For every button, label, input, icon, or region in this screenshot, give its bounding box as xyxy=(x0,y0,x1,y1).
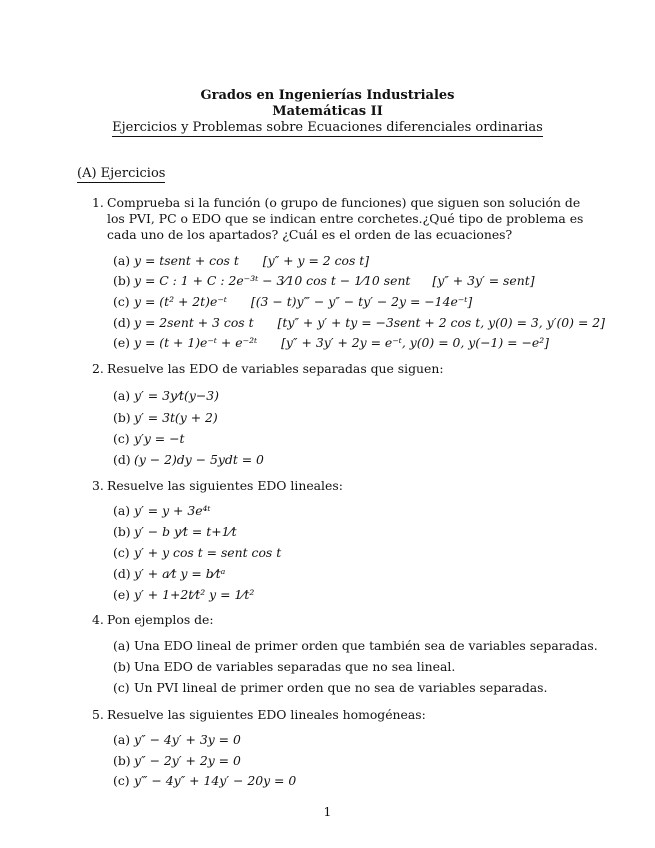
problem-5 xyxy=(92,707,598,723)
header-subtitle xyxy=(0,120,655,135)
item-text: Una EDO de variables separadas que no sea lineal. xyxy=(134,659,456,674)
item-bracket: [y″ + 3y′ + 2y = e⁻ᵗ, y(0) = 0, y(−1) = −e²] xyxy=(281,335,549,350)
item-text: Una EDO lineal de primer orden que también sea de variables separadas. xyxy=(134,638,598,653)
list-item xyxy=(113,732,241,747)
problem-number: 3. xyxy=(92,478,104,493)
list-item xyxy=(113,253,369,268)
item-label: (e) xyxy=(113,335,131,350)
item-expression: y′ = 3t(y + 2) xyxy=(134,410,218,425)
problem-4 xyxy=(92,612,598,628)
item-label: (a) xyxy=(113,732,131,747)
list-item xyxy=(113,388,219,403)
item-label: (c) xyxy=(113,294,130,309)
list-item xyxy=(113,753,241,768)
page-number: 1 xyxy=(323,804,332,819)
item-label: (b) xyxy=(113,410,131,425)
list-item xyxy=(113,587,254,602)
list-item xyxy=(113,315,605,330)
list-item xyxy=(113,503,211,518)
problem-1 xyxy=(92,195,598,243)
item-label: (b) xyxy=(113,273,131,288)
problem-number: 2. xyxy=(92,361,104,376)
item-expression: (y − 2)dy − 5ydt = 0 xyxy=(134,452,264,467)
item-label: (d) xyxy=(113,452,131,467)
item-bracket: [(3 − t)y‴ − y″ − ty′ − 2y = −14e⁻ᵗ] xyxy=(250,294,473,309)
item-label: (a) xyxy=(113,503,131,518)
header-course: Matemáticas II xyxy=(272,104,383,119)
section-title-text: (A) Ejercicios xyxy=(77,166,166,181)
item-label: (a) xyxy=(113,253,131,268)
item-expression: y = (t + 1)e⁻ᵗ + e⁻²ᵗ xyxy=(134,335,258,350)
item-expression: y′ = y + 3e⁴ᵗ xyxy=(134,503,211,518)
list-item xyxy=(113,410,218,425)
item-label: (c) xyxy=(113,773,130,788)
list-item xyxy=(113,294,472,309)
problem-statement: Comprueba si la función (o grupo de funciones) que siguen son solución de los PVI, PC o EDO que se indican entre corchetes.¿Qué tipo de problema es cada uno de los apartados? ¿Cuál es el orden de las ecuaciones? xyxy=(107,195,584,242)
list-item xyxy=(113,452,264,467)
problem-number: 5. xyxy=(92,707,104,722)
problem-number: 1. xyxy=(92,195,104,210)
list-item xyxy=(113,335,549,350)
item-label: (b) xyxy=(113,524,131,539)
item-expression: y′ = 3y⁄t(y−3) xyxy=(134,388,219,403)
item-label: (d) xyxy=(113,566,131,581)
item-label: (c) xyxy=(113,431,130,446)
list-item xyxy=(113,524,237,539)
item-expression: y′ − b y⁄t = t+1⁄t xyxy=(134,524,237,539)
item-expression: y′ + a⁄t y = b⁄tᵃ xyxy=(134,566,226,581)
list-item xyxy=(113,680,547,695)
item-label: (b) xyxy=(113,659,131,674)
item-text: Un PVI lineal de primer orden que no sea de variables separadas. xyxy=(134,680,548,695)
problem-2 xyxy=(92,361,598,377)
item-label: (e) xyxy=(113,587,131,602)
item-label: (c) xyxy=(113,680,130,695)
list-item xyxy=(113,773,296,788)
item-expression: y′y = −t xyxy=(134,431,185,446)
item-expression: y‴ − 4y″ + 14y′ − 20y = 0 xyxy=(134,773,297,788)
list-item xyxy=(113,659,455,674)
item-label: (c) xyxy=(113,545,130,560)
item-expression: y″ − 2y′ + 2y = 0 xyxy=(134,753,241,768)
problem-number: 4. xyxy=(92,612,104,627)
list-item xyxy=(113,545,281,560)
list-item xyxy=(113,638,598,653)
problem-statement: Resuelve las EDO de variables separadas que siguen: xyxy=(107,361,444,376)
item-label: (a) xyxy=(113,638,131,653)
item-bracket: [y″ + y = 2 cos t] xyxy=(262,253,370,268)
item-expression: y = C : 1 + C : 2e⁻³ᵗ − 3⁄10 cos t − 1⁄10 sent xyxy=(134,273,411,288)
problem-statement: Resuelve las siguientes EDO lineales homogéneas: xyxy=(107,707,426,722)
list-item xyxy=(113,566,225,581)
list-item xyxy=(113,431,184,446)
item-bracket: [y″ + 3y′ = sent] xyxy=(432,273,535,288)
header-degree: Grados en Ingenierías Industriales xyxy=(200,88,455,103)
item-label: (a) xyxy=(113,388,131,403)
problem-statement: Resuelve las siguientes EDO lineales: xyxy=(107,478,343,493)
item-expression: y = 2sent + 3 cos t xyxy=(134,315,254,330)
problem-3 xyxy=(92,478,598,494)
item-expression: y′ + y cos t = sent cos t xyxy=(134,545,282,560)
problem-statement: Pon ejemplos de: xyxy=(107,612,214,627)
item-expression: y = (t² + 2t)e⁻ᵗ xyxy=(134,294,227,309)
section-title xyxy=(77,166,165,181)
header-subtitle-text: Ejercicios y Problemas sobre Ecuaciones diferenciales ordinarias xyxy=(112,120,543,135)
item-label: (d) xyxy=(113,315,131,330)
item-label: (b) xyxy=(113,753,131,768)
list-item xyxy=(113,273,535,288)
item-expression: y″ − 4y′ + 3y = 0 xyxy=(134,732,241,747)
item-expression: y = tsent + cos t xyxy=(134,253,239,268)
item-expression: y′ + 1+2t⁄t² y = 1⁄t² xyxy=(134,587,255,602)
item-bracket: [ty″ + y′ + ty = −3sent + 2 cos t, y(0) = 3, y′(0) = 2] xyxy=(277,315,605,330)
